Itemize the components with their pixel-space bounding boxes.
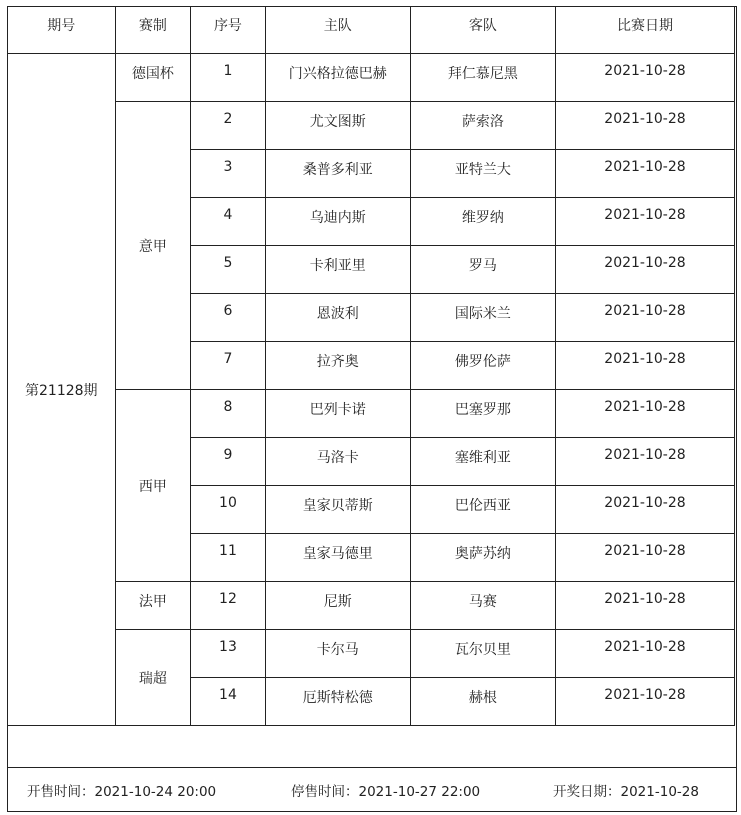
header-away-team: 客队 bbox=[410, 7, 555, 54]
seq-cell: 7 bbox=[191, 342, 266, 390]
home-team-cell: 巴列卡诺 bbox=[265, 390, 410, 438]
header-row bbox=[8, 7, 735, 54]
match-date-cell: 2021-10-28 bbox=[555, 54, 734, 102]
away-team-cell: 维罗纳 bbox=[410, 198, 555, 246]
away-team-cell: 亚特兰大 bbox=[410, 150, 555, 198]
seq-cell: 3 bbox=[191, 150, 266, 198]
league-cell: 意甲 bbox=[115, 102, 191, 390]
match-date-cell: 2021-10-28 bbox=[555, 630, 734, 678]
match-date-cell: 2021-10-28 bbox=[555, 342, 734, 390]
home-team-cell: 卡利亚里 bbox=[265, 246, 410, 294]
away-team-cell: 拜仁慕尼黑 bbox=[410, 54, 555, 102]
away-team-cell: 巴伦西亚 bbox=[410, 486, 555, 534]
match-date-cell: 2021-10-28 bbox=[555, 486, 734, 534]
seq-cell: 4 bbox=[191, 198, 266, 246]
seq-cell: 12 bbox=[191, 582, 266, 630]
match-date-cell: 2021-10-28 bbox=[555, 198, 734, 246]
home-team-cell: 卡尔马 bbox=[265, 630, 410, 678]
match-date-cell: 2021-10-28 bbox=[555, 534, 734, 582]
header-period: 期号 bbox=[8, 7, 116, 54]
seq-cell: 1 bbox=[191, 54, 266, 102]
away-team-cell: 罗马 bbox=[410, 246, 555, 294]
home-team-cell: 尼斯 bbox=[265, 582, 410, 630]
match-rows bbox=[8, 54, 735, 726]
home-team-cell: 门兴格拉德巴赫 bbox=[265, 54, 410, 102]
table-row bbox=[8, 630, 735, 678]
home-team-cell: 厄斯特松德 bbox=[265, 678, 410, 726]
seq-cell: 10 bbox=[191, 486, 266, 534]
match-date-cell: 2021-10-28 bbox=[555, 678, 734, 726]
home-team-cell: 拉齐奥 bbox=[265, 342, 410, 390]
seq-cell: 6 bbox=[191, 294, 266, 342]
match-date-cell: 2021-10-28 bbox=[555, 246, 734, 294]
seq-cell: 5 bbox=[191, 246, 266, 294]
blank-row bbox=[7, 731, 737, 768]
match-date-cell: 2021-10-28 bbox=[555, 102, 734, 150]
home-team-cell: 乌迪内斯 bbox=[265, 198, 410, 246]
away-team-cell: 塞维利亚 bbox=[410, 438, 555, 486]
header-match-date: 比赛日期 bbox=[555, 7, 734, 54]
match-date-cell: 2021-10-28 bbox=[555, 438, 734, 486]
away-team-cell: 瓦尔贝里 bbox=[410, 630, 555, 678]
match-schedule-table bbox=[7, 6, 735, 726]
home-team-cell: 皇家贝蒂斯 bbox=[265, 486, 410, 534]
sale-start-time: 开售时间：2021-10-24 20:00 bbox=[27, 784, 217, 800]
match-date-cell: 2021-10-28 bbox=[555, 294, 734, 342]
seq-cell: 11 bbox=[191, 534, 266, 582]
away-team-cell: 巴塞罗那 bbox=[410, 390, 555, 438]
away-team-cell: 佛罗伦萨 bbox=[410, 342, 555, 390]
table-row bbox=[8, 54, 735, 102]
sale-stop-time: 停售时间：2021-10-27 22:00 bbox=[291, 784, 481, 800]
header-home-team: 主队 bbox=[265, 7, 410, 54]
away-team-cell: 赫根 bbox=[410, 678, 555, 726]
seq-cell: 8 bbox=[191, 390, 266, 438]
match-date-cell: 2021-10-28 bbox=[555, 582, 734, 630]
lottery-schedule-sheet bbox=[7, 6, 737, 812]
home-team-cell: 马洛卡 bbox=[265, 438, 410, 486]
table-row bbox=[8, 582, 735, 630]
table-row bbox=[8, 390, 735, 438]
seq-cell: 14 bbox=[191, 678, 266, 726]
draw-date: 开奖日期：2021-10-28 bbox=[553, 784, 699, 800]
league-cell: 法甲 bbox=[115, 582, 191, 630]
period-cell: 第21128期 bbox=[8, 54, 116, 726]
league-cell: 西甲 bbox=[115, 390, 191, 582]
table-row bbox=[8, 102, 735, 150]
home-team-cell: 尤文图斯 bbox=[265, 102, 410, 150]
away-team-cell: 萨索洛 bbox=[410, 102, 555, 150]
away-team-cell: 奥萨苏纳 bbox=[410, 534, 555, 582]
league-cell: 瑞超 bbox=[115, 630, 191, 726]
home-team-cell: 桑普多利亚 bbox=[265, 150, 410, 198]
header-format: 赛制 bbox=[115, 7, 191, 54]
home-team-cell: 恩波利 bbox=[265, 294, 410, 342]
home-team-cell: 皇家马德里 bbox=[265, 534, 410, 582]
away-team-cell: 马赛 bbox=[410, 582, 555, 630]
seq-cell: 9 bbox=[191, 438, 266, 486]
sale-info-footer bbox=[7, 767, 737, 813]
match-date-cell: 2021-10-28 bbox=[555, 390, 734, 438]
league-cell: 德国杯 bbox=[115, 54, 191, 102]
seq-cell: 2 bbox=[191, 102, 266, 150]
away-team-cell: 国际米兰 bbox=[410, 294, 555, 342]
header-seq: 序号 bbox=[191, 7, 266, 54]
seq-cell: 13 bbox=[191, 630, 266, 678]
match-date-cell: 2021-10-28 bbox=[555, 150, 734, 198]
